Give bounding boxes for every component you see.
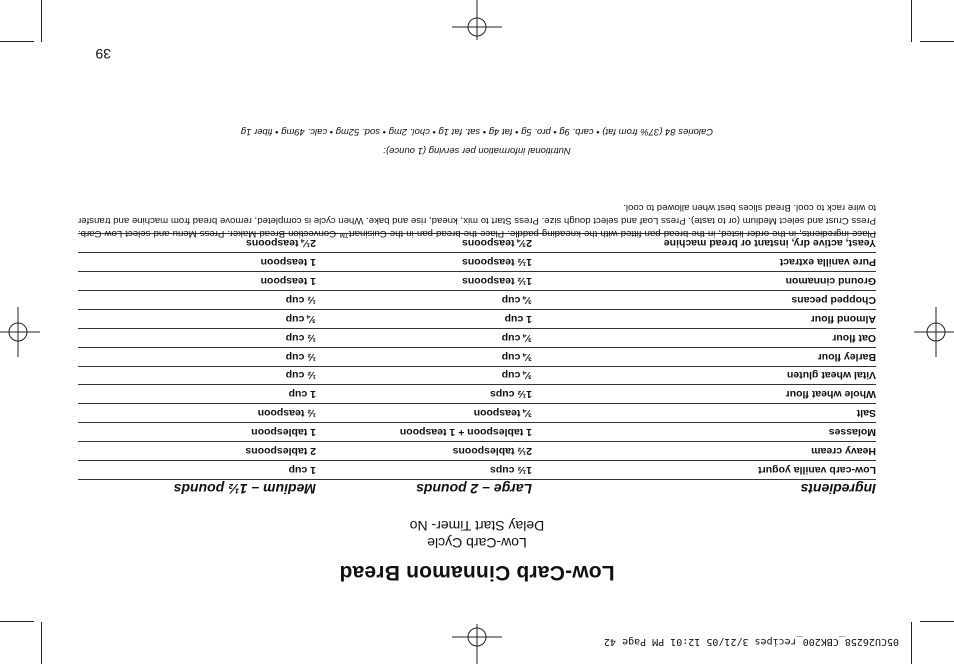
row-divider — [78, 290, 876, 291]
ingredient-name: Ground cinnamon — [785, 275, 876, 287]
ingredient-name: Heavy cream — [811, 445, 876, 458]
row-divider — [78, 271, 876, 272]
large-amount: ¾ teaspoon — [473, 407, 532, 420]
crop-mark — [41, 0, 42, 42]
medium-amount: 1 tablespoon — [251, 426, 316, 439]
row-divider — [78, 441, 876, 442]
ingredient-name: Yeast, active dry, instant or bread machine — [663, 237, 876, 250]
large-amount: 1½ cups — [489, 464, 532, 476]
recipe-title: Low-Carb Cinnamon Bread — [339, 561, 615, 584]
medium-amount: ½ cup — [285, 293, 316, 306]
row-divider — [78, 252, 876, 253]
crop-mark — [0, 621, 34, 622]
crop-mark — [911, 622, 912, 664]
row-divider — [78, 385, 876, 386]
medium-amount: ½ cup — [285, 369, 316, 382]
row-divider — [78, 347, 876, 348]
row-divider — [78, 366, 876, 367]
registration-mark-icon — [914, 307, 954, 357]
large-amount: 2¾ teaspoons — [461, 237, 532, 250]
ingredient-name: Oat flour — [832, 331, 876, 344]
crop-mark — [41, 622, 42, 664]
large-amount: ¾ cup — [501, 350, 532, 363]
ingredient-name: Almond flour — [810, 312, 876, 325]
ingredient-name: Pure vanilla extract — [779, 256, 876, 269]
column-header-large: Large – 2 pounds — [416, 481, 532, 497]
large-amount: 1 tablespoon + 1 teaspoon — [399, 426, 532, 439]
registration-mark-icon — [0, 307, 40, 357]
medium-amount: ½ teaspoon — [257, 407, 316, 420]
registration-mark-icon — [452, 0, 502, 40]
row-divider — [78, 422, 876, 423]
large-amount: 1½ cups — [489, 388, 532, 401]
large-amount: ¾ cup — [501, 293, 532, 306]
large-amount: 1½ teaspoons — [461, 275, 532, 287]
row-divider — [78, 479, 876, 480]
ingredient-name: Molasses — [828, 426, 876, 439]
medium-amount: 1 teaspoon — [260, 275, 316, 287]
ingredient-name: Salt — [856, 407, 876, 420]
crop-mark — [920, 621, 954, 622]
medium-amount: 2¼ teaspoons — [245, 237, 316, 250]
medium-amount: ½ cup — [285, 350, 316, 363]
page-number: 39 — [95, 46, 111, 62]
column-header-ingredients: Ingredients — [800, 481, 876, 497]
delay-label: Delay Start Timer- No — [409, 518, 545, 534]
row-divider — [78, 403, 876, 404]
ingredient-name: Vital wheat gluten — [786, 369, 876, 382]
medium-amount: ½ cup — [285, 331, 316, 344]
cycle-label: Low-Carb Cycle — [427, 535, 527, 551]
ingredient-name: Barley flour — [817, 350, 876, 363]
medium-amount: 1 cup — [288, 464, 316, 476]
registration-mark-icon — [452, 624, 502, 664]
large-amount: 1½ teaspoons — [461, 256, 532, 269]
medium-amount: ¾ cup — [285, 312, 316, 325]
column-header-medium: Medium – 1½ pounds — [173, 481, 316, 497]
large-amount: 2½ tablespoons — [452, 445, 532, 458]
ingredient-name: Chopped pecans — [791, 293, 876, 306]
print-slug: 05CU26258_CBK200_recipes 3/21/05 12:01 PM Page 42 — [603, 636, 899, 647]
medium-amount: 1 cup — [288, 388, 316, 401]
nutrition-facts: Calories 84 (37% from fat) • carb. 9g • pro. 5g • fat 4g • sat. fat 1g • chol. 2mg • sod. 52mg • calc. 49mg • fiber 1g — [240, 126, 714, 137]
crop-mark — [911, 0, 912, 42]
large-amount: ¾ cup — [501, 331, 532, 344]
crop-mark — [920, 41, 954, 42]
large-amount: ¾ cup — [501, 369, 532, 382]
instructions-paragraph: Place ingredients, in the order listed, in the bread pan fitted with the kneading paddle. Place the bread pan in the Cuisinart™ Convection Bread Maker. Press Menu and select Low Carb. Press Crust and select Medium (or to taste). Press Loaf and select dough size. Press Start to mix, knead, rise and bake. When cycle is completed, remove bread from machine and transfer to wire rack to cool. Bread slices best when allowed to cool. — [78, 202, 876, 239]
medium-amount: 2 tablespoons — [245, 445, 316, 458]
ingredient-name: Whole wheat flour — [785, 388, 876, 401]
large-amount: 1 cup — [504, 312, 532, 325]
crop-mark — [0, 41, 34, 42]
row-divider — [78, 309, 876, 310]
nutrition-heading: Nutritional information per serving (1 ounce): — [383, 145, 571, 156]
row-divider — [78, 460, 876, 461]
row-divider — [78, 328, 876, 329]
medium-amount: 1 teaspoon — [260, 256, 316, 269]
ingredient-name: Low-carb vanilla yogurt — [758, 464, 876, 476]
